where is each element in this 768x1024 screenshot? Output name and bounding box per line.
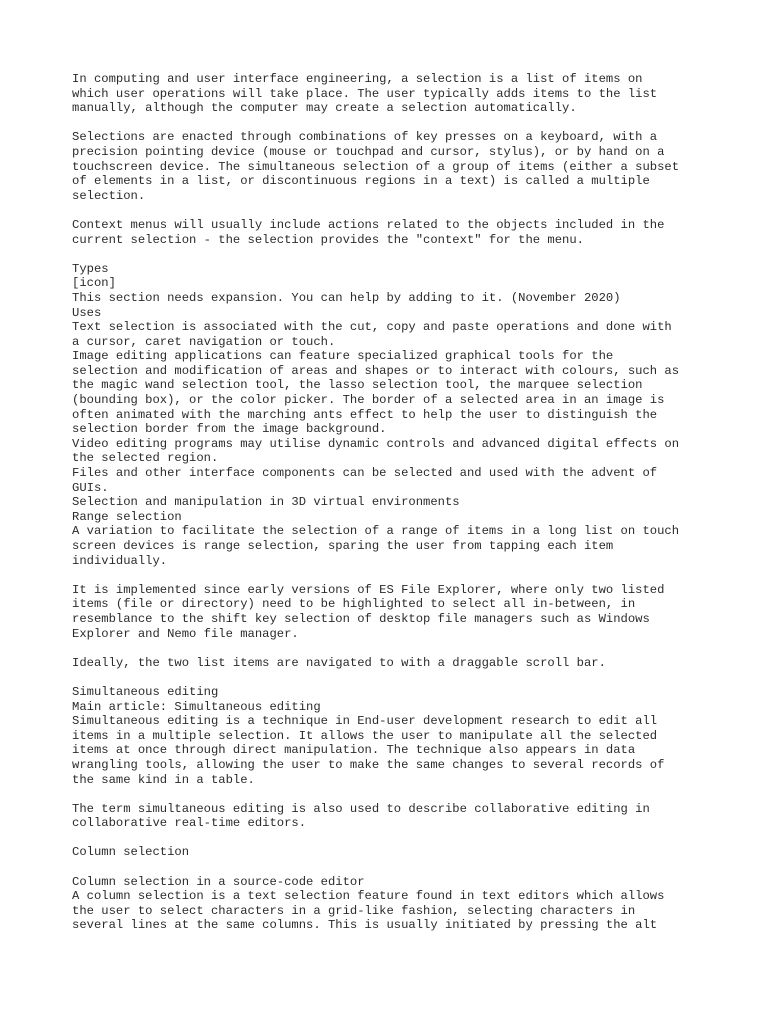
paragraph-gap bbox=[72, 568, 732, 583]
text-line: manually, although the computer may create a selection automatically. bbox=[72, 101, 577, 116]
types-section bbox=[72, 262, 732, 306]
uses-section bbox=[72, 306, 732, 510]
text-line: several lines at the same columns. This is usually initiated by pressing the alt bbox=[72, 918, 658, 933]
text-line: selection border from the image background. bbox=[72, 422, 387, 437]
paragraph-gap bbox=[72, 670, 732, 685]
document-page bbox=[72, 72, 732, 933]
text-line: Context menus will usually include actions related to the objects included in the bbox=[72, 217, 665, 232]
image-caption: Column selection in a source-code editor bbox=[72, 874, 365, 889]
text-line: items (file or directory) need to be highlighted to select all in-between, in bbox=[72, 597, 636, 612]
text-line: precision pointing device (mouse or touchpad and cursor, stylus), or by hand on a bbox=[72, 144, 665, 159]
text-line: touchscreen device. The simultaneous selection of a group of items (either a subset bbox=[72, 159, 680, 174]
text-line: Ideally, the two list items are navigated to with a draggable scroll bar. bbox=[72, 655, 606, 670]
text-line: items at once through direct manipulation. The technique also appears in data bbox=[72, 743, 636, 758]
text-line: individually. bbox=[72, 553, 168, 568]
text-line: screen devices is range selection, sparing the user from tapping each item bbox=[72, 539, 614, 553]
context-menus-paragraph bbox=[72, 218, 732, 247]
paragraph-gap bbox=[72, 787, 732, 802]
text-line: Selection and manipulation in 3D virtual environments bbox=[72, 495, 460, 510]
text-line: A column selection is a text selection feature found in text editors which allows bbox=[72, 889, 665, 904]
text-line: often animated with the marching ants effect to help the user to distinguish the bbox=[72, 407, 658, 422]
section-heading-uses: Uses bbox=[72, 305, 102, 320]
paragraph-gap bbox=[72, 831, 732, 846]
text-line: of elements in a list, or discontinuous regions in a text) is called a multiple bbox=[72, 174, 650, 189]
text-line: the user to select characters in a grid-like fashion, selecting characters in bbox=[72, 903, 636, 918]
text-line: resemblance to the shift key selection of desktop file managers such as Windows bbox=[72, 611, 650, 626]
section-heading-column-selection: Column selection bbox=[72, 845, 190, 860]
text-line: It is implemented since early versions of ES File Explorer, where only two listed bbox=[72, 582, 665, 597]
text-line: Selections are enacted through combinations of key presses on a keyboard, with a bbox=[72, 130, 658, 145]
text-line: GUIs. bbox=[72, 480, 109, 495]
text-line: A variation to facilitate the selection of a range of items in a long list on touch bbox=[72, 524, 680, 539]
text-line: a cursor, caret navigation or touch. bbox=[72, 334, 336, 349]
text-line: The term simultaneous editing is also used to describe collaborative editing in bbox=[72, 801, 650, 816]
text-line: the selected region. bbox=[72, 451, 219, 466]
enactment-paragraph bbox=[72, 130, 732, 203]
section-heading-simultaneous-editing: Simultaneous editing bbox=[72, 684, 219, 699]
text-line: items in a multiple selection. It allows the user to manipulate all the selected bbox=[72, 728, 658, 743]
text-line: wrangling tools, allowing the user to make the same changes to several records of bbox=[72, 757, 665, 772]
text-line: selection and modification of areas and shapes or to interact with colours, such as bbox=[72, 363, 680, 378]
text-line: Image editing applications can feature specialized graphical tools for the bbox=[72, 349, 614, 364]
simultaneous-editing-section bbox=[72, 685, 732, 831]
text-line: Video editing programs may utilise dynamic controls and advanced digital effects on bbox=[72, 436, 680, 451]
main-article-link[interactable]: Main article: Simultaneous editing bbox=[72, 699, 321, 714]
text-line: Text selection is associated with the cut, copy and paste operations and done with bbox=[72, 320, 672, 335]
expansion-notice: This section needs expansion. You can help by adding to it. (November 2020) bbox=[72, 290, 621, 305]
intro-paragraph bbox=[72, 72, 732, 116]
paragraph-gap bbox=[72, 641, 732, 656]
text-line: current selection - the selection provides the "context" for the menu. bbox=[72, 232, 584, 247]
paragraph-gap bbox=[72, 203, 732, 218]
text-line: the magic wand selection tool, the lasso selection tool, the marquee selection bbox=[72, 378, 643, 393]
paragraph-gap bbox=[72, 860, 732, 875]
text-line: (bounding box), or the color picker. The border of a selected area in an image is bbox=[72, 393, 665, 408]
text-line: Files and other interface components can be selected and used with the advent of bbox=[72, 466, 658, 481]
text-line: which user operations will take place. The user typically adds items to the list bbox=[72, 86, 658, 101]
text-line: In computing and user interface engineering, a selection is a list of items on bbox=[72, 72, 643, 86]
range-selection-section bbox=[72, 510, 732, 671]
text-line: selection. bbox=[72, 188, 146, 203]
section-heading-types: Types bbox=[72, 261, 109, 276]
text-line: Simultaneous editing is a technique in End-user development research to edit all bbox=[72, 714, 658, 729]
icon-placeholder-text: [icon] bbox=[72, 276, 116, 291]
text-line: collaborative real-time editors. bbox=[72, 816, 307, 831]
paragraph-gap bbox=[72, 247, 732, 262]
section-heading-range-selection: Range selection bbox=[72, 509, 182, 524]
text-line: Explorer and Nemo file manager. bbox=[72, 626, 299, 641]
text-line: the same kind in a table. bbox=[72, 772, 255, 787]
column-selection-section bbox=[72, 845, 732, 933]
paragraph-gap bbox=[72, 116, 732, 131]
